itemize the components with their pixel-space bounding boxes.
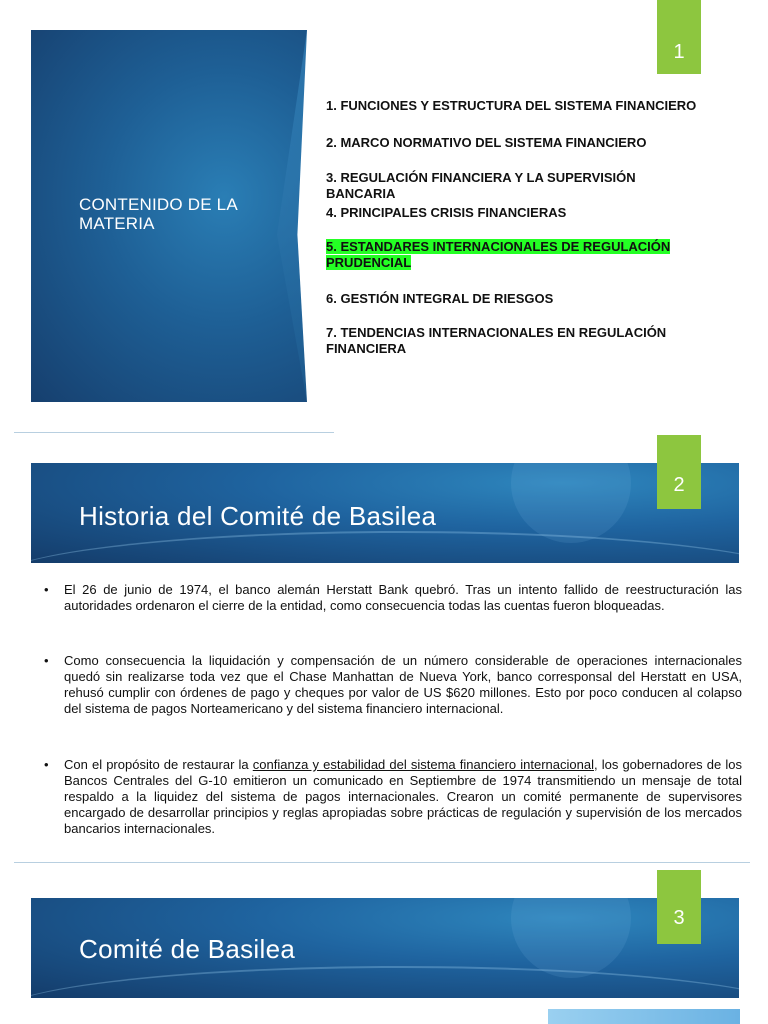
highlighted-text: 5. ESTANDARES INTERNACIONALES DE REGULACIÓN PRUDENCIAL [326,239,671,270]
slide2-header-bar [31,463,739,563]
slide2-number-tab: 2 [657,435,701,509]
bullet-text: El 26 de junio de 1974, el banco alemán Herstatt Bank quebró. Tras un intento fallido de reestructuración las autoridades ordenaron el cierre de la entidad, como consecuencia todas las cuentas fueron bloqueadas. [64,582,742,613]
slide3-content-strip [548,1009,740,1024]
bullet-text [64,757,742,837]
bullet-dot-icon: • [44,757,49,772]
slide3-title: Comité de Basilea [79,934,296,964]
content-item-7: 7. TENDENCIAS INTERNACIONALES EN REGULACIÓN FINANCIERA [326,325,667,356]
content-item-2: 2. MARCO NORMATIVO DEL SISTEMA FINANCIERO [326,135,647,150]
content-item-1: 1. FUNCIONES Y ESTRUCTURA DEL SISTEMA FINANCIERO [326,98,697,113]
slide3-number-tab: 3 [657,870,701,944]
slide1-number-tab: 1 [657,0,701,74]
bullet-text-start: Con el propósito de restaurar la [64,757,253,772]
bullet-text: Como consecuencia la liquidación y compensación de un número considerable de operaciones internacionales quedó sin realizarse toda vez que el Chase Manhattan de Nueva York, banco corresponsal del Herstatt en USA, rehusó cumplir con órdenes de pago y cheques por valor de US $620 millones. Esto por poco conducen al colapso del sistema de pagos Norteamericano y del sistema financiero internacional. [64,653,742,716]
slide-divider [14,862,750,863]
slide2-title: Historia del Comité de Basilea [79,501,437,531]
bullet-dot-icon: • [44,582,49,597]
slide1-title: CONTENIDO DE LA MATERIA [79,195,237,233]
content-item-3: 3. REGULACIÓN FINANCIERA Y LA SUPERVISIÓN BANCARIA [326,170,636,201]
underlined-text: confianza y estabilidad del sistema financiero internacional [252,757,594,772]
content-item-5-highlighted [326,239,706,271]
header-glow-decoration [511,463,631,543]
header-curve-decoration [31,531,739,563]
slide-divider [14,432,334,433]
header-curve-decoration [31,966,739,998]
bullet-text-end: , los gobernadores de los Bancos Centrales del G-10 emitieron un comunicado en Septiembre de 1974 transmitiendo un mensaje de total respaldo a la liquidez del sistema de pagos internacionales. Crearon un comité permanente de supervisores encargado de desarrollar principios y reglas apropiadas sobre prácticas de regulación y supervisión de los mercados bancarios internacionales. [64,757,742,836]
bullet-dot-icon: • [44,653,49,668]
slide3-header-bar [31,898,739,998]
content-item-6: 6. GESTIÓN INTEGRAL DE RIESGOS [326,291,554,306]
content-item-4: 4. PRINCIPALES CRISIS FINANCIERAS [326,205,567,220]
header-glow-decoration [511,898,631,978]
